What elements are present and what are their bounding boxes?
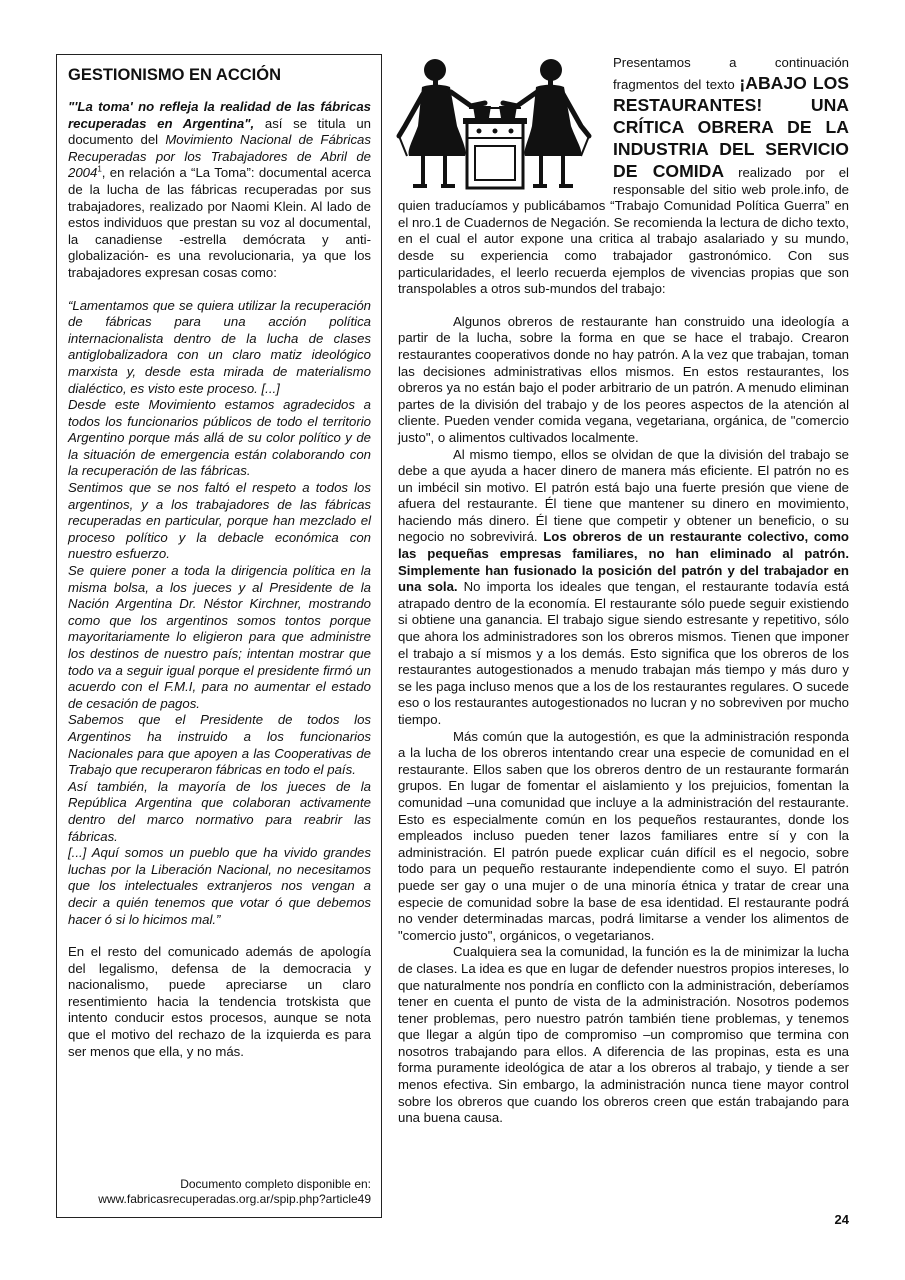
footnote-marker: 1 [97, 164, 102, 174]
quote-paragraph: Sentimos que se nos faltó el respeto a todos los argentinos, y a los trabajadores de las fábricas recuperadas en particular, porque han mezclado el proceso político y la debacle económica con nuestro esfuerzo. [68, 480, 371, 562]
body-paragraph: Algunos obreros de restaurante han construido una ideología a partir de la lucha, sobre la forma en que se hace el trabajo. Crearon restaurantes cooperativos donde no hay patrón. A la vez que trabajan, toman las decisiones administrativas ellos mismos. En estos restaurantes, los obreros ya no están bajo el poder arbitrario de un patrón. A menudo eliminan partes de la división del trabajo y de los peores aspectos de la atención al cliente. Pueden vender comida vegana, vegetariana, orgánica, de "comercio justo", o alimentos cultivados localmente. [398, 313, 849, 445]
left-cook-head [424, 59, 446, 81]
intro-doc-name: Movimiento Nacional de Fábricas Recuperadas por los Trabajadores de Abril de 2004 [68, 132, 371, 181]
source-note [98, 1177, 371, 1207]
page-number: 24 [834, 1212, 849, 1227]
quote-paragraph: [...] Aquí somos un pueblo que ha vivido grandes luchas por la Liberación Nacional, no necesitamos que los intelectuales extranjeros nos vengan a decir a quién tenemos que votar ó que debemos hacer ó si lo hicimos mal.” [68, 845, 371, 927]
source-url: www.fabricasrecuperadas.org.ar/spip.php?article49 [98, 1192, 371, 1206]
article-headline: ¡ABAJO LOS RESTAURANTES! UNA CRÍTICA OBRERA DE LA INDUSTRIA DEL SERVICIO DE COMIDA [613, 72, 849, 181]
body-paragraph: Más común que la autogestión, es que la administración responda a la lucha de los obreros intentando crear una especie de comunidad en el restaurante. Ellos saben que los obreros dentro de un restaurante formarán grupos. En lugar de fomentar el aislamiento y los prejuicios, fomentan la comunidad –una comunidad que incluye a la administración del restaurante. Esto es especialmente común en los pequeños restaurantes, donde los empleados incluso pueden tener lazos familiares entre sí y con la administración. El patrón puede explicar cuán difícil es el negocio, sobre todo para un pequeño restaurante independiente como el suyo. El patrón puede ser gay o una mujer o de una minoría étnica y tratar de crear una especie de comunidad sobre la base de esa identidad. El restaurante podrá no vender determinadas marcas, podrá limitarse a vender los alimentos de "comercio justo", orgánicos, o vegetarianos. [398, 728, 849, 943]
intro-text-2: , en relación a “La Toma”: documental acerca de la lucha de las fábricas recuperadas por sus trabajadores, realizado por Naomi Klein. Al lado de estos individuos que prestan su voz al documental, la canadiense -estrella demócrata y anti-globalización- es una revolucionaria, ya que los trabajadores expresan cosas como: [68, 165, 371, 280]
main-article [398, 55, 849, 1127]
quote-paragraph: Desde este Movimiento estamos agradecidos a todos los funcionarios públicos de todo el territorio Argentino porque más allá de su color político y de la situación de emergencia están colaborando con la recuperación de las fábricas. [68, 397, 371, 479]
p2-bold: Los obreros de un restaurante colectivo, como las pequeñas empresas familiares, no han eliminado al patrón. Simplemente han fusionado la posición del patrón y del trabajador en una sola. [398, 529, 849, 595]
sidebar-intro [68, 99, 371, 282]
body-paragraph [398, 447, 849, 729]
quote-paragraph: Se quiere poner a toda la dirigencia política en la misma bolsa, a los jueces y al Presidente de la Nación Argentina Dr. Néstor Kirchner, mostrando como que los argentinos somos tontos porque mayoritariamente lo eligieron para que administre los destinos de nuestro país; intentan mostrar que todo va a seguir igual porque el presidente firmó un acuerdo con el F.M.I, para no aumentar el estado de cesación de pagos. [68, 563, 371, 711]
sidebar-closing: En el resto del comunicado además de apología del legalismo, defensa de la democracia y nacionalismo, puede apreciarse un claro resentimiento hacia la tendencia trotskista que intento conducir estos procesos, aunque se nota que el motivo del rechazo de la izquierda es para ser menos que ella, y no más. [68, 944, 371, 1059]
quote-paragraph: Sabemos que el Presidente de todos los Argentinos ha instruido a los funcionarios Nacionales para que apoyen a las Cooperativas de Trabajo que recuperaron fábricas en todo el país. [68, 712, 371, 778]
sidebar-box [56, 54, 382, 1218]
source-label: Documento completo disponible en: [180, 1177, 371, 1191]
p2-text-a: Al mismo tiempo, ellos se olvidan de que la división del trabajo se debe a que ayuda a hacer dinero de manera más eficiente. El patrón no es un imbécil sin motivo. El patrón está bajo una fuerte presión que viene de afuera del restaurante. Él tiene que mantener su dinero en movimiento, haciendo más dinero. Él tiene que competir y obtener un beneficio, o su negocio no sobrevivirá. [398, 446, 849, 545]
cooks-illustration [385, 56, 607, 194]
quote-paragraph: Así también, la mayoría de los jueces de la República Argentina que colaboran activamente dentro del marco normativo para reabrir las fábricas. [68, 778, 371, 844]
intro-lead: "'La toma' no refleja la realidad de las fábricas recuperadas en Argentina", [68, 99, 371, 131]
sidebar-title: GESTIONISMO EN ACCIÓN [68, 66, 281, 84]
right-cook-head [540, 59, 562, 81]
intro-lead-text: Presentamos a continuación fragmentos del texto [613, 55, 849, 92]
p2-text-b: No importa los ideales que tengan, el restaurante todavía está atrapado dentro de la economía. El restaurante sólo puede seguir existiendo si obtiene una ganancia. El trabajo sigue siendo estresante y repetitivo, sólo que ahora los administradores son los obreros mismos. Tienen que imponer el trabajo a sí mismos y a los demás. Esto significa que los obreros de los restaurantes autogestionados a menudo trabajan más tiempo y más duro y se les paga incluso menos que a los de los restaurantes regulares. O sucede eso o los restaurantes autogestionados no lucran y no sobreviven por mucho tiempo. [398, 579, 849, 727]
sidebar-quote [68, 298, 371, 929]
body-paragraph: Cualquiera sea la comunidad, la función es la de minimizar la lucha de clases. La idea es que en lugar de defender nuestros propios intereses, lo que naturalmente nos pondría en conflicto con la administración, deberíamos tener en cuenta el punto de vista de la administración. Nosotros podemos tener problemas, pero nuestro patrón también tiene problemas, y tenemos que llegar a algún tipo de compromiso –un compromiso que termina con nosotros trabajando para ellos. A diferencia de las propinas, esta es una forma puramente ideológica de atar a los obreros al trabajo, y tiende a ser menos efectiva. Sin embargo, la administración nunca tiene mayor control sobre los obreros que cuando los obreros creen que están trabajando para una buena causa. [398, 944, 849, 1126]
quote-paragraph: “Lamentamos que se quiera utilizar la recuperación de fábricas para una acción política internacionalista dentro de la lucha de clases antiglobalizadora con un claro matiz ideológico marxista y, desde esta mirada de materialismo dialéctico, es visto este proceso. [...] [68, 297, 371, 396]
intro-text-1: así se titula un documento del [68, 115, 371, 148]
intro-rest-text: realizado por el responsable del sitio web prole.info, de quien traducíamos y publicábamos “Trabajo Comunidad Política Guerra” en el nro.1 de Cuadernos de Negación. Se recomienda la lectura de dicho texto, en el cual el autor expone una critica al trabajo asalariado y su mundo, desde su experiencia como trabajador gastronómico. Con sus particularidades, el leerlo recuerda ejemplos de vivencias propias que son transpolables a otros sub-mundos del trabajo: [398, 164, 849, 297]
